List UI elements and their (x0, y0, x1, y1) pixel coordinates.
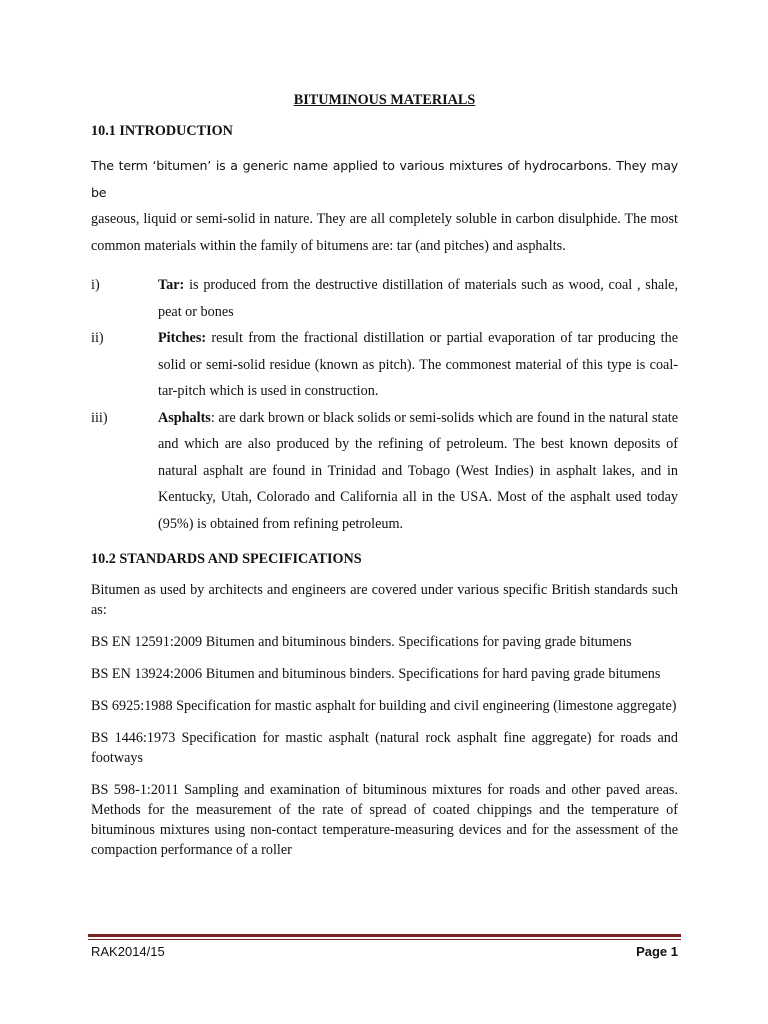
list-item-body (158, 405, 678, 538)
list-item-body (158, 272, 678, 325)
intro-paragraph (91, 152, 678, 260)
section-heading-standards: 10.2 STANDARDS AND SPECIFICATIONS (91, 551, 362, 567)
standards-paragraph: Bitumen as used by architects and engineers are covered under various specific British standards such as: (91, 582, 678, 618)
list-item (91, 405, 678, 538)
list-item-term: Asphalts (158, 409, 211, 426)
list-item (91, 325, 678, 405)
page-content (91, 92, 678, 872)
standard-entry: BS EN 12591:2009 Bitumen and bituminous binders. Specifications for paving grade bitumens (91, 634, 632, 650)
document-title: BITUMINOUS MATERIALS (293, 92, 476, 108)
footer-page-number: Page 1 (636, 944, 678, 959)
list-item-term: Pitches: (158, 330, 207, 346)
list-item-text: : are dark brown or black solids or semi-solids which are found in the natural state and which are also produced by the refining of petroleum. The best known deposits of natural asphalt are found in Trinidad and Tobago (West Indies) in asphalt lakes, and in Kentucky, Utah, Colorado and California all in the USA. Most of the asphalt used today (95%) is obtained from refining petroleum. (158, 409, 678, 532)
standard-entry: BS 598-1:2011 Sampling and examination of bituminous mixtures for roads and other paved areas. Methods for the measurement of the rate of spread of coated chippings and the temperature of bituminous mixtures using non-contact temperature-measuring devices and for the assessment of the compaction performance of a roller (91, 782, 678, 858)
list-item-body (158, 325, 678, 405)
list-item-number: ii) (91, 330, 104, 346)
standard-entry: BS 1446:1973 Specification for mastic asphalt (natural rock asphalt fine aggregate) for roads and footways (91, 730, 678, 766)
section-heading-introduction: 10.1 INTRODUCTION (91, 123, 233, 139)
list-item-term: Tar: (158, 277, 185, 293)
list-item (91, 272, 678, 325)
list-item-text: is produced from the destructive distillation of materials such as wood, coal , shale, peat or bones (158, 277, 678, 320)
list-item-text: result from the fractional distillation or partial evaporation of tar producing the solid or semi-solid residue (known as pitch). The commonest material of this type is coal-tar-pitch which is used in construction. (158, 330, 678, 399)
intro-first-line: The term ‘bitumen’ is a generic name applied to various mixtures of hydrocarbons. They may be (91, 158, 678, 200)
intro-rest: gaseous, liquid or semi-solid in nature. They are all completely soluble in carbon disulphide. The most common materials within the family of bitumens are: tar (and pitches) and asphalts. (91, 211, 678, 254)
materials-list (91, 272, 678, 537)
standard-entry: BS 6925:1988 Specification for mastic asphalt for building and civil engineering (limestone aggregate) (91, 698, 677, 714)
list-item-number: iii) (91, 409, 108, 426)
standard-entry: BS EN 13924:2006 Bitumen and bituminous binders. Specifications for hard paving grade bitumens (91, 666, 661, 682)
list-item-number: i) (91, 277, 100, 293)
footer-rule-thick (88, 934, 681, 937)
footer-course-code: RAK2014/15 (91, 944, 165, 959)
footer-rule-thin (88, 939, 681, 940)
